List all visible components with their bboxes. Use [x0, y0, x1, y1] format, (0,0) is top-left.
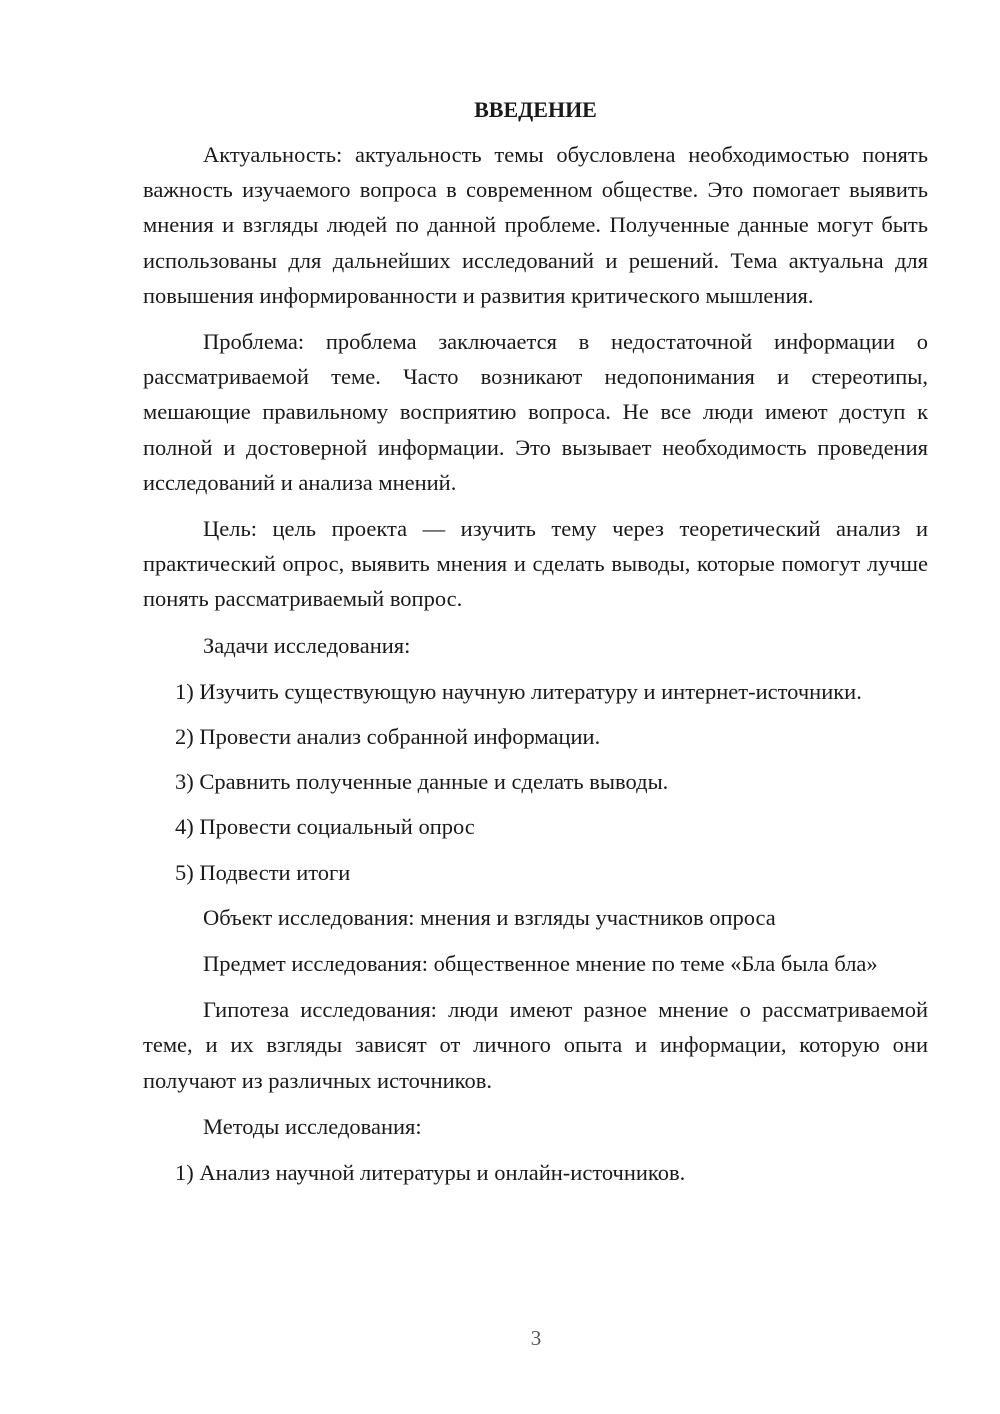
paragraph-subject: Предмет исследования: общественное мнение по теме «Бла была бла»: [203, 951, 878, 977]
tasks-heading: Задачи исследования:: [203, 632, 411, 658]
task-item-3: 3) Сравнить полученные данные и сделать выводы.: [175, 769, 669, 795]
section-title: ВВЕДЕНИЕ: [474, 97, 597, 122]
paragraph-hypothesis: Гипотеза исследования: люди имеют разное мнение о рассматриваемой теме, и их взгляды зависят от личного опыта и информации, которую они получают из различных источников.: [143, 997, 928, 1093]
task-item-1: 1) Изучить существующую научную литературу и интернет-источники.: [175, 678, 862, 704]
task-item-5: 5) Подвести итоги: [175, 859, 351, 885]
methods-heading: Методы исследования:: [203, 1113, 422, 1139]
paragraph-problem: Проблема: проблема заключается в недостаточной информации о рассматриваемой теме. Часто возникают недопонимания и стереотипы, мешающие правильному восприятию вопроса. Не все люди имеют доступ к полной и достоверной информации. Это вызывает необходимость проведения исследований и анализа мнений.: [143, 329, 928, 495]
paragraph-relevance: Актуальность: актуальность темы обусловлена необходимостью понять важность изучаемого вопроса в современном обществе. Это помогает выявить мнения и взгляды людей по данной проблеме. Полученные данные могут быть использованы для дальнейших исследований и решений. Тема актуальна для повышения информированности и развития критического мышления.: [143, 142, 928, 308]
paragraph-goal: Цель: цель проекта — изучить тему через теоретический анализ и практический опрос, выявить мнения и сделать выводы, которые помогут лучше понять рассматриваемый вопрос.: [143, 516, 928, 612]
document-body: [143, 92, 928, 1200]
paragraph-object: Объект исследования: мнения и взгляды участников опроса: [203, 904, 776, 930]
method-item-1: 1) Анализ научной литературы и онлайн-источников.: [175, 1160, 686, 1186]
task-item-2: 2) Провести анализ собранной информации.: [175, 724, 601, 750]
page-number: 3: [530, 1326, 542, 1350]
task-item-4: 4) Провести социальный опрос: [175, 814, 475, 840]
